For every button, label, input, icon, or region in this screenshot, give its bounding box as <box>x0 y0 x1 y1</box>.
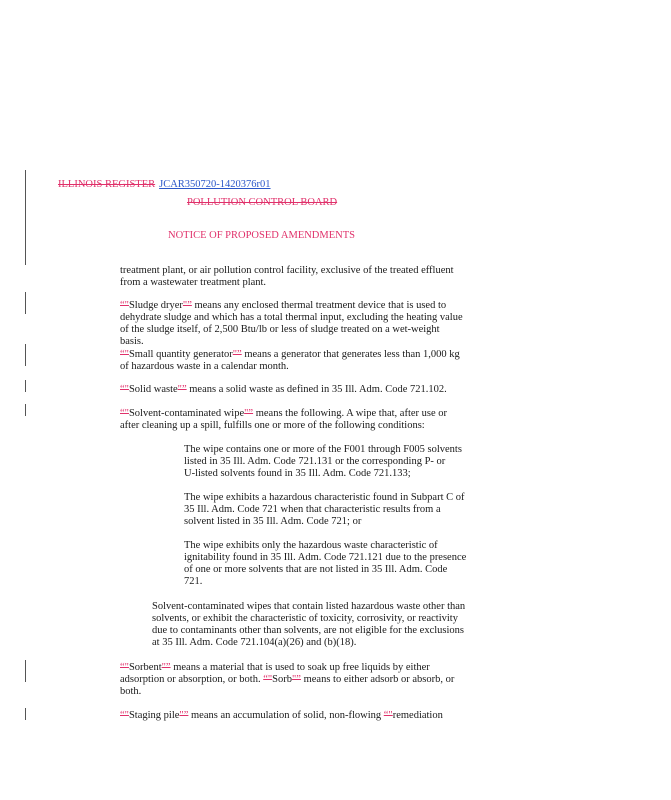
text-fragment: means the following. A wipe that, after use or <box>253 408 448 419</box>
text-fragment: means an accumulation of solid, non-flowing <box>188 710 384 721</box>
quote-mark: "” <box>161 662 171 673</box>
text-line: The wipe contains one or more of the F001 through F005 solvents <box>184 444 462 455</box>
register-inserted: JCAR350720-1420376r01 <box>159 179 271 190</box>
quote-mark: “" <box>120 662 129 673</box>
quote-mark: “" <box>120 710 129 721</box>
condition-item <box>184 492 474 528</box>
definition-staging-pile <box>120 710 465 722</box>
quote-mark: "” <box>179 710 189 721</box>
text-line: dehydrate sludge and which has a total thermal input, excluding the heating value <box>120 312 463 323</box>
condition-item <box>184 540 474 588</box>
text-line: solvents, or exhibit the characteristic of toxicity, corrosivity, or reactivity <box>152 613 458 624</box>
defined-term: Solvent-contaminated wipe <box>128 408 245 419</box>
quote-mark: “" <box>120 349 129 360</box>
text-fragment: remediation <box>392 710 443 721</box>
quote-mark: "” <box>292 674 301 685</box>
text-fragment: means a generator that generates less than 1,000 kg <box>241 349 460 360</box>
defined-term: Staging pile <box>128 710 180 721</box>
quote-mark: "” <box>177 384 187 395</box>
text-line: solvent listed in 35 Ill. Adm. Code 721; or <box>184 516 362 527</box>
quote-mark: “" <box>120 384 129 395</box>
quote-mark: "” <box>244 408 254 419</box>
defined-term: Solid waste <box>128 384 178 395</box>
text-fragment: means to either adsorb or absorb, or <box>300 674 455 685</box>
paragraph-continuation <box>120 265 460 289</box>
quote-mark: "” <box>182 300 192 311</box>
change-bar <box>25 380 26 392</box>
definition-sludge-dryer <box>120 300 465 348</box>
quote-mark: “" <box>383 710 393 721</box>
quote-mark: “" <box>263 674 273 685</box>
text-line: treatment plant, or air pollution control facility, exclusive of the treated effluent <box>120 265 454 276</box>
definition-solid-waste <box>120 384 465 396</box>
exclusion-note <box>152 601 472 649</box>
defined-term: Sorb <box>272 674 292 685</box>
quote-mark: "” <box>232 349 242 360</box>
defined-term: Small quantity generator <box>128 349 233 360</box>
condition-item <box>184 444 474 480</box>
register-struck: ILLINOIS REGISTER <box>58 179 156 190</box>
text-line: listed in 35 Ill. Adm. Code 721.131 or the corresponding P- or <box>184 456 446 467</box>
text-line: of one or more solvents that are not listed in 35 Ill. Adm. Code <box>184 564 448 575</box>
board-title: POLLUTION CONTROL BOARD <box>187 197 338 208</box>
text-line: of hazardous waste in a calendar month. <box>120 361 289 372</box>
change-bar <box>25 170 26 265</box>
text-line: ignitability found in 35 Ill. Adm. Code 721.121 due to the presence <box>184 552 467 563</box>
text-fragment: means a material that is used to soak up free liquids by either <box>170 662 430 673</box>
change-bar <box>25 344 26 366</box>
text-line: after cleaning up a spill, fulfills one or more of the following conditions: <box>120 420 425 431</box>
text-fragment: adsorption or absorption, or both. <box>120 674 264 685</box>
definition-solvent-contaminated-wipe <box>120 408 465 432</box>
defined-term: Sludge dryer <box>128 300 183 311</box>
quote-mark: “" <box>120 300 129 311</box>
quote-mark: “" <box>120 408 129 419</box>
change-bar <box>25 660 26 682</box>
change-bar <box>25 404 26 416</box>
definition-sorbent <box>120 662 465 698</box>
text-line: 721. <box>184 576 203 587</box>
text-fragment: means a solid waste as defined in 35 Ill. Adm. Code 721.102. <box>186 384 447 395</box>
text-line: at 35 Ill. Adm. Code 721.104(a)(26) and (b)(18). <box>152 637 357 648</box>
text-fragment: means any enclosed thermal treatment device that is used to <box>191 300 447 311</box>
definition-small-quantity-generator <box>120 349 465 373</box>
defined-term: Sorbent <box>128 662 162 673</box>
register-header <box>58 174 271 192</box>
text-line: from a wastewater treatment plant. <box>120 277 267 288</box>
text-line: The wipe exhibits only the hazardous waste characteristic of <box>184 540 438 551</box>
text-line: U-listed solvents found in 35 Ill. Adm. Code 721.133; <box>184 468 411 479</box>
text-line: 35 Ill. Adm. Code 721 when that characteristic results from a <box>184 504 441 515</box>
text-line: both. <box>120 686 142 697</box>
text-line: due to contaminants other than solvents, are not eligible for the exclusions <box>152 625 465 636</box>
text-line: The wipe exhibits a hazardous characteristic found in Subpart C of <box>184 492 465 503</box>
text-line: of the sludge itself, of 2,500 Btu/lb or less of sludge treated on a wet-weight basis. <box>120 324 440 347</box>
change-bar <box>25 292 26 314</box>
notice-title: NOTICE OF PROPOSED AMENDMENTS <box>168 230 355 241</box>
text-line: Solvent-contaminated wipes that contain listed hazardous waste other than <box>152 601 466 612</box>
change-bar <box>25 708 26 720</box>
